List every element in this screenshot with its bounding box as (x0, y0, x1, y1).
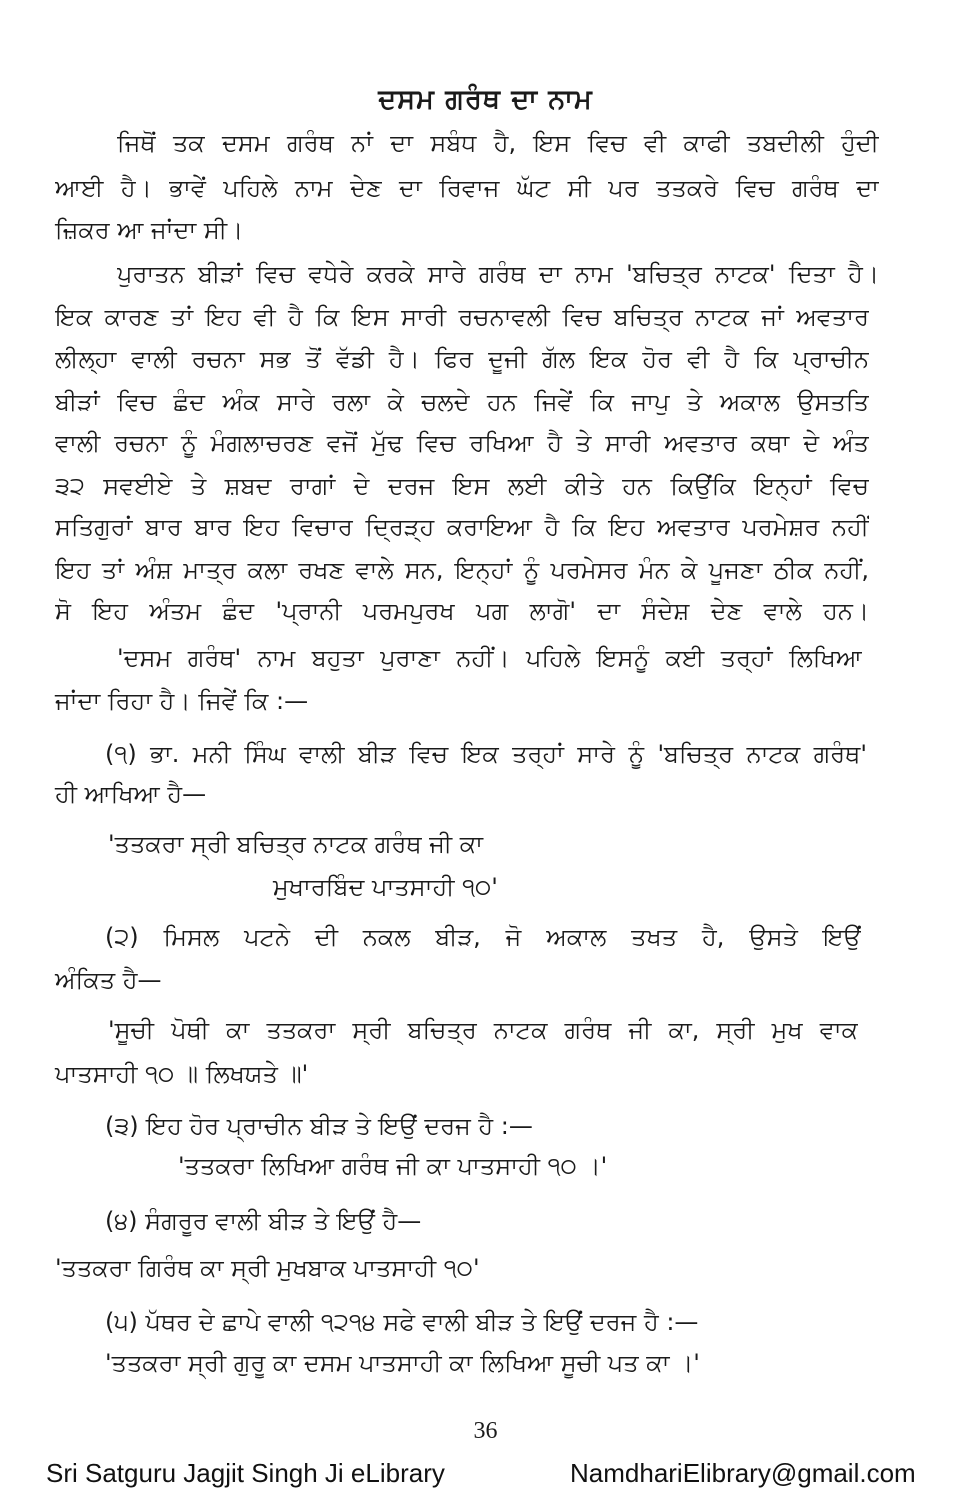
paragraph-line: 'ਦਸਮ ਗਰੰਥ' ਨਾਮ ਬਹੁਤਾ ਪੁਰਾਣਾ ਨਹੀਂ। ਪਹਿਲੇ ਇਸਨੂੰ ਕਈ ਤਰ੍ਹਾਂ ਲਿਖਿਆ (117, 644, 862, 672)
list-item-continuation: ਹੀ ਆਖਿਆ ਹੈ— (55, 780, 207, 808)
footer-email: NamdhariElibrary@gmail.com (570, 1458, 916, 1488)
list-item-continuation: ਅੰਕਿਤ ਹੈ— (55, 966, 162, 994)
paragraph-line: ਜਾਂਦਾ ਰਿਹਾ ਹੈ। ਜਿਵੇਂ ਕਿ :— (55, 687, 309, 715)
quoted-line: 'ਤਤਕਰਾ ਗਿਰੰਥ ਕਾ ਸ੍ਰੀ ਮੁਖਬਾਕ ਪਾਤਸਾਹੀ ੧੦' (55, 1254, 480, 1282)
list-item: (੪) ਸੰਗਰੂਰ ਵਾਲੀ ਬੀੜ ਤੇ ਇਉਂ ਹੈ— (105, 1207, 422, 1235)
list-item: (੩) ਇਹ ਹੋਰ ਪ੍ਰਾਚੀਨ ਬੀੜ ਤੇ ਇਉਂ ਦਰਜ ਹੈ :— (105, 1112, 533, 1140)
list-item: (੧) ਭਾ. ਮਨੀ ਸਿੰਘ ਵਾਲੀ ਬੀੜ ਵਿਚ ਇਕ ਤਰ੍ਹਾਂ ਸਾਰੇ ਨੂੰ 'ਬਚਿਤ੍ਰ ਨਾਟਕ ਗਰੰਥ' (105, 740, 867, 768)
paragraph-line: ਬੀੜਾਂ ਵਿਚ ਛੰਦ ਅੰਕ ਸਾਰੇ ਰਲਾ ਕੇ ਚਲਦੇ ਹਨ ਜਿਵੇਂ ਕਿ ਜਾਪੁ ਤੇ ਅਕਾਲ ਉਸਤਤਿ (55, 388, 869, 416)
paragraph-line: ਸੋ ਇਹ ਅੰਤਮ ਛੰਦ 'ਪ੍ਰਾਨੀ ਪਰਮਪੁਰਖ ਪਗ ਲਾਗੋ' ਦਾ ਸੰਦੇਸ਼ ਦੇਣ ਵਾਲੇ ਹਨ। (55, 597, 869, 625)
page-title: ਦਸਮ ਗਰੰਥ ਦਾ ਨਾਮ (378, 84, 593, 115)
page-number: 36 (473, 1418, 498, 1444)
paragraph-line: ਲੀਲ੍ਹਾ ਵਾਲੀ ਰਚਨਾ ਸਭ ਤੋਂ ਵੱਡੀ ਹੈ। ਫਿਰ ਦੂਜੀ ਗੱਲ ਇਕ ਹੋਰ ਵੀ ਹੈ ਕਿ ਪ੍ਰਾਚੀਨ (55, 345, 869, 373)
list-item: (੨) ਮਿਸਲ ਪਟਨੇ ਦੀ ਨਕਲ ਬੀੜ, ਜੋ ਅਕਾਲ ਤਖਤ ਹੈ, ਉਸਤੇ ਇਉਂ (105, 923, 861, 951)
quoted-line: ਪਾਤਸਾਹੀ ੧੦ ॥ ਲਿਖਯਤੇ ॥' (55, 1060, 309, 1088)
list-item: (੫) ਪੱਥਰ ਦੇ ਛਾਪੇ ਵਾਲੀ ੧੨੧੪ ਸਫੇ ਵਾਲੀ ਬੀੜ ਤੇ ਇਉਂ ਦਰਜ ਹੈ :— (105, 1308, 699, 1336)
paragraph-line: ਸਤਿਗੁਰਾਂ ਬਾਰ ਬਾਰ ਇਹ ਵਿਚਾਰ ਦ੍ਰਿੜ੍ਹ ਕਰਾਇਆ ਹੈ ਕਿ ਇਹ ਅਵਤਾਰ ਪਰਮੇਸ਼ਰ ਨਹੀਂ (55, 513, 869, 541)
quoted-line: ਮੁਖਾਰਬਿੰਦ ਪਾਤਸਾਹੀ ੧੦' (273, 873, 498, 901)
footer-library-name: Sri Satguru Jagjit Singh Ji eLibrary (46, 1458, 445, 1488)
paragraph-line: ਇਹ ਤਾਂ ਅੰਸ਼ ਮਾਤ੍ਰ ਕਲਾ ਰਖਣ ਵਾਲੇ ਸਨ, ਇਨ੍ਹਾਂ ਨੂੰ ਪਰਮੇਸਰ ਮੰਨ ਕੇ ਪੂਜਣਾ ਠੀਕ ਨਹੀਂ, (55, 556, 869, 584)
paragraph-line: ੩੨ ਸਵਈਏ ਤੇ ਸ਼ਬਦ ਰਾਗਾਂ ਦੇ ਦਰਜ ਇਸ ਲਈ ਕੀਤੇ ਹਨ ਕਿਉਂਕਿ ਇਨ੍ਹਾਂ ਵਿਚ (55, 472, 869, 500)
quoted-line: 'ਸੂਚੀ ਪੋਥੀ ਕਾ ਤਤਕਰਾ ਸ੍ਰੀ ਬਚਿਤ੍ਰ ਨਾਟਕ ਗਰੰਥ ਜੀ ਕਾ, ਸ੍ਰੀ ਮੁਖ ਵਾਕ (108, 1016, 858, 1044)
quoted-line: 'ਤਤਕਰਾ ਸ੍ਰੀ ਬਚਿਤ੍ਰ ਨਾਟਕ ਗਰੰਥ ਜੀ ਕਾ (108, 830, 483, 858)
paragraph-line: ਇਕ ਕਾਰਣ ਤਾਂ ਇਹ ਵੀ ਹੈ ਕਿ ਇਸ ਸਾਰੀ ਰਚਨਾਵਲੀ ਵਿਚ ਬਚਿਤ੍ਰ ਨਾਟਕ ਜਾਂ ਅਵਤਾਰ (55, 303, 869, 331)
paragraph-line: ਜ਼ਿਕਰ ਆ ਜਾਂਦਾ ਸੀ। (55, 216, 244, 244)
paragraph-line: ਜਿਥੋਂ ਤਕ ਦਸਮ ਗਰੰਥ ਨਾਂ ਦਾ ਸਬੰਧ ਹੈ, ਇਸ ਵਿਚ ਵੀ ਕਾਫੀ ਤਬਦੀਲੀ ਹੁੰਦੀ (117, 129, 879, 157)
quoted-line: 'ਤਤਕਰਾ ਸ੍ਰੀ ਗੁਰੂ ਕਾ ਦਸਮ ਪਾਤਸਾਹੀ ਕਾ ਲਿਖਿਆ ਸੂਚੀ ਪਤ ਕਾ ।' (105, 1349, 700, 1377)
paragraph-line: ਆਈ ਹੈ। ਭਾਵੇਂ ਪਹਿਲੇ ਨਾਮ ਦੇਣ ਦਾ ਰਿਵਾਜ ਘੱਟ ਸੀ ਪਰ ਤਤਕਰੇ ਵਿਚ ਗਰੰਥ ਦਾ (55, 174, 879, 202)
paragraph-line: ਪੁਰਾਤਨ ਬੀੜਾਂ ਵਿਚ ਵਧੇਰੇ ਕਰਕੇ ਸਾਰੇ ਗਰੰਥ ਦਾ ਨਾਮ 'ਬਚਿਤ੍ਰ ਨਾਟਕ' ਦਿਤਾ ਹੈ। (117, 260, 879, 288)
quoted-line: 'ਤਤਕਰਾ ਲਿਖਿਆ ਗਰੰਥ ਜੀ ਕਾ ਪਾਤਸਾਹੀ ੧੦ ।' (178, 1152, 608, 1180)
paragraph-line: ਵਾਲੀ ਰਚਨਾ ਨੂੰ ਮੰਗਲਾਚਰਣ ਵਜੋਂ ਮੁੱਢ ਵਿਚ ਰਖਿਆ ਹੈ ਤੇ ਸਾਰੀ ਅਵਤਾਰ ਕਥਾ ਦੇ ਅੰਤ (55, 429, 869, 457)
